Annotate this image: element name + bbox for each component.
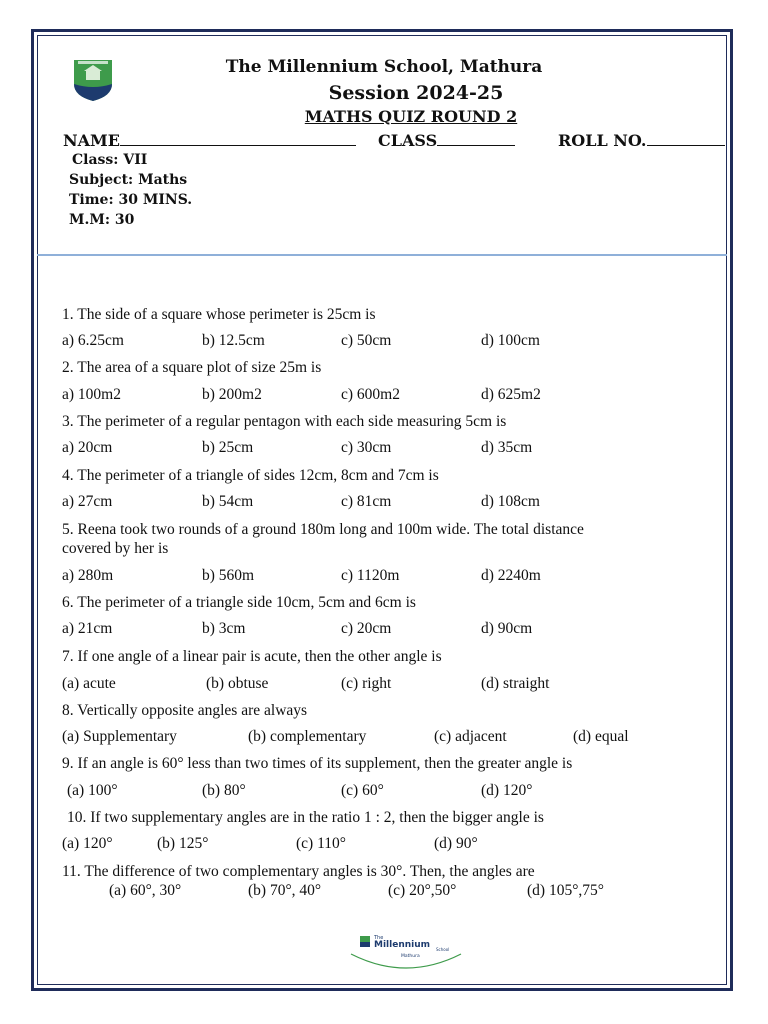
q7-option-c[interactable]: (c) right	[341, 675, 392, 692]
q3-option-a[interactable]: a) 20cm	[62, 439, 113, 456]
q6-option-a[interactable]: a) 21cm	[62, 620, 113, 637]
question-3: 3. The perimeter of a regular pentagon with each side measuring 5cm is	[62, 413, 507, 430]
q5-option-d[interactable]: d) 2240m	[481, 567, 541, 584]
q10-option-d[interactable]: (d) 90°	[434, 835, 478, 852]
q3-option-c[interactable]: c) 30cm	[341, 439, 392, 456]
class-blank-line[interactable]	[437, 133, 515, 146]
footer-logo-city: Mathura	[401, 954, 420, 959]
question-10: 10. If two supplementary angles are in the ratio 1 : 2, then the bigger angle is	[67, 809, 544, 826]
question-8: 8. Vertically opposite angles are always	[62, 702, 308, 719]
q6-option-b[interactable]: b) 3cm	[202, 620, 246, 637]
question-4: 4. The perimeter of a triangle of sides 12cm, 8cm and 7cm is	[62, 467, 439, 484]
roll-label: ROLL NO.	[558, 131, 647, 150]
question-1: 1. The side of a square whose perimeter is 25cm is	[62, 306, 376, 323]
question-9: 9. If an angle is 60° less than two times of its supplement, then the greater angle is	[62, 755, 573, 772]
q11-option-a[interactable]: (a) 60°, 30°	[109, 882, 182, 899]
quiz-title: MATHS QUIZ ROUND 2	[304, 107, 518, 126]
q7-option-d[interactable]: (d) straight	[481, 675, 550, 692]
q9-option-d[interactable]: (d) 120°	[481, 782, 533, 799]
q2-option-c[interactable]: c) 600m2	[341, 386, 400, 403]
question-2: 2. The area of a square plot of size 25m is	[62, 359, 322, 376]
name-field[interactable]	[63, 131, 356, 150]
question-7: 7. If one angle of a linear pair is acute, then the other angle is	[62, 648, 442, 665]
q1-option-b[interactable]: b) 12.5cm	[202, 332, 265, 349]
footer-logo-brand: Millennium	[374, 940, 430, 950]
name-label: NAME	[63, 131, 120, 150]
info-max-marks: M.M: 30	[69, 212, 135, 228]
q8-option-d[interactable]: (d) equal	[573, 728, 629, 745]
header-divider	[37, 254, 727, 256]
q9-option-a[interactable]: (a) 100°	[67, 782, 118, 799]
q11-option-c[interactable]: (c) 20°,50°	[388, 882, 457, 899]
footer-logo-school: School	[436, 947, 450, 952]
q4-option-c[interactable]: c) 81cm	[341, 493, 392, 510]
q6-option-d[interactable]: d) 90cm	[481, 620, 533, 637]
q10-option-b[interactable]: (b) 125°	[157, 835, 209, 852]
question-5-line-1: 5. Reena took two rounds of a ground 180m long and 100m wide. The total distance	[62, 521, 584, 538]
info-time: Time: 30 MINS.	[69, 192, 193, 208]
q11-option-d[interactable]: (d) 105°,75°	[527, 882, 604, 899]
q2-option-d[interactable]: d) 625m2	[481, 386, 541, 403]
school-name: The Millennium School, Mathura	[225, 57, 543, 77]
class-field[interactable]	[378, 131, 515, 150]
question-11: 11. The difference of two complementary angles is 30°. Then, the angles are	[62, 863, 535, 880]
roll-blank-line[interactable]	[647, 133, 725, 146]
q5-option-b[interactable]: b) 560m	[202, 567, 255, 584]
q3-option-b[interactable]: b) 25cm	[202, 439, 254, 456]
q7-option-a[interactable]: (a) acute	[62, 675, 116, 692]
q6-option-c[interactable]: c) 20cm	[341, 620, 392, 637]
class-label: CLASS	[378, 131, 438, 150]
q5-option-c[interactable]: c) 1120m	[341, 567, 400, 584]
q9-option-c[interactable]: (c) 60°	[341, 782, 384, 799]
question-5-line-2: covered by her is	[62, 540, 169, 557]
q8-option-a[interactable]: (a) Supplementary	[62, 728, 177, 745]
q1-option-d[interactable]: d) 100cm	[481, 332, 540, 349]
q2-option-a[interactable]: a) 100m2	[62, 386, 121, 403]
q4-option-d[interactable]: d) 108cm	[481, 493, 540, 510]
name-blank-line[interactable]	[120, 133, 356, 146]
q8-option-c[interactable]: (c) adjacent	[434, 728, 507, 745]
roll-number-field[interactable]	[558, 131, 725, 150]
q10-option-a[interactable]: (a) 120°	[62, 835, 113, 852]
info-class: Class: VII	[72, 152, 148, 168]
info-subject: Subject: Maths	[69, 172, 188, 188]
q4-option-b[interactable]: b) 54cm	[202, 493, 254, 510]
footer-logo-the: The	[374, 935, 384, 941]
q1-option-a[interactable]: a) 6.25cm	[62, 332, 124, 349]
q2-option-b[interactable]: b) 200m2	[202, 386, 262, 403]
session-year: Session 2024-25	[328, 82, 504, 104]
q3-option-d[interactable]: d) 35cm	[481, 439, 533, 456]
footer-school-logo	[348, 932, 464, 974]
q4-option-a[interactable]: a) 27cm	[62, 493, 113, 510]
question-6: 6. The perimeter of a triangle side 10cm, 5cm and 6cm is	[62, 594, 416, 611]
q5-option-a[interactable]: a) 280m	[62, 567, 114, 584]
q8-option-b[interactable]: (b) complementary	[248, 728, 367, 745]
q7-option-b[interactable]: (b) obtuse	[206, 675, 269, 692]
q10-option-c[interactable]: (c) 110°	[296, 835, 346, 852]
q1-option-c[interactable]: c) 50cm	[341, 332, 392, 349]
q9-option-b[interactable]: (b) 80°	[202, 782, 246, 799]
q11-option-b[interactable]: (b) 70°, 40°	[248, 882, 322, 899]
